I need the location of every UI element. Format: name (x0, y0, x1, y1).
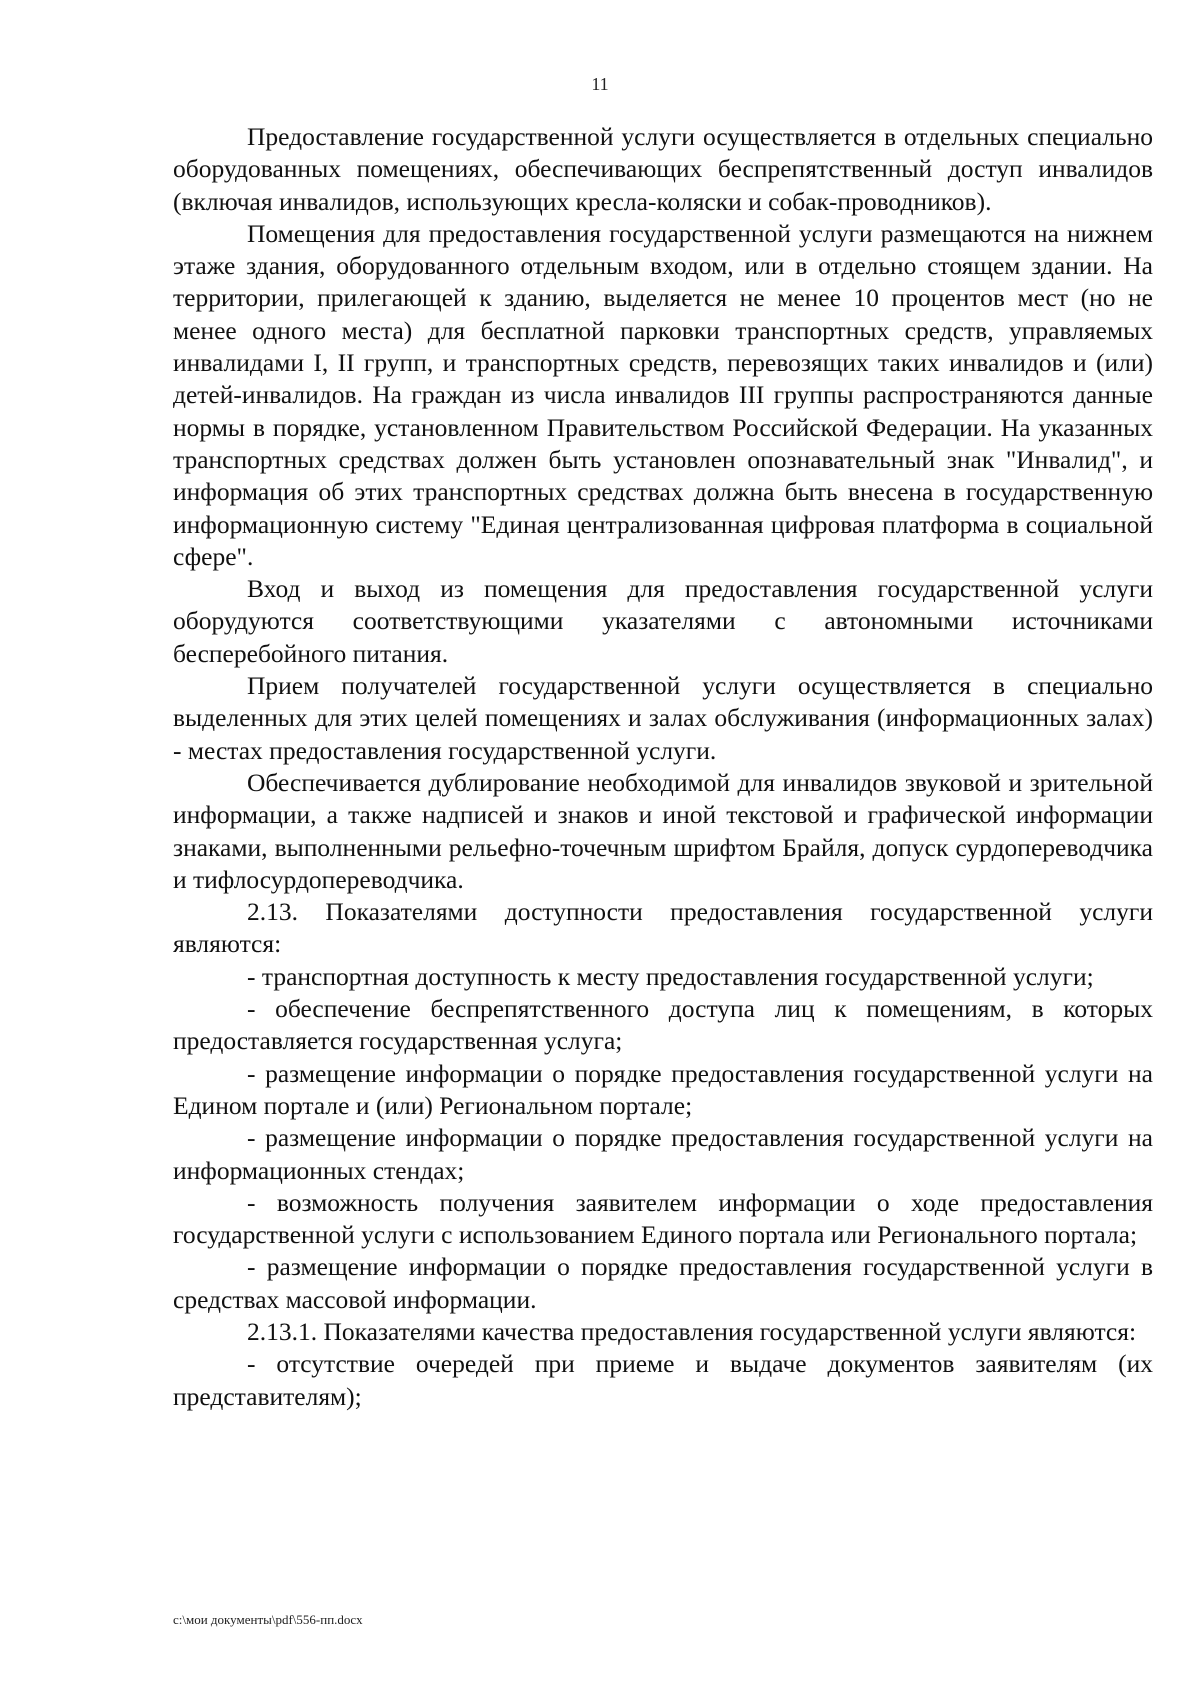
list-item-portal-info: - размещение информации о порядке предоставления государственной услуги на Едином портале и (или) Региональном портале; (173, 1058, 1153, 1120)
list-item-media-info: - размещение информации о порядке предоставления государственной услуги в средствах массовой информации. (173, 1252, 1153, 1314)
paragraph-1: Предоставление государственной услуги осуществляется в отдельных специально оборудованных помещениях, обеспечивающих беспрепятственный доступ инвалидов (включая инвалидов, использующих кресла-коляски и собак-проводников). (173, 122, 1153, 216)
paragraph-2-13-1: 2.13.1. Показателями качества предоставления государственной услуги являются: (247, 1316, 1137, 1346)
list-item-transport: - транспортная доступность к месту предоставления государственной услуги; (247, 961, 1094, 991)
paragraph-2-13: 2.13. Показателями доступности предоставления государственной услуги являются: (173, 897, 1153, 959)
paragraph-5: Обеспечивается дублирование необходимой для инвалидов звуковой и зрительной информации, а также надписей и знаков и иной текстовой и графической информации знаками, выполненными рельефно-точечным шрифтом Брайля, допуск сурдопереводчика и тифлосурдопереводчика. (173, 767, 1153, 894)
paragraph-3: Вход и выход из помещения для предоставления государственной услуги оборудуются соответствующими указателями с автономными источниками бесперебойного питания. (173, 574, 1153, 668)
list-item-access: - обеспечение беспрепятственного доступа лиц к помещениям, в которых предоставляется государственная услуга; (173, 994, 1153, 1056)
paragraph-4: Прием получателей государственной услуги осуществляется в специально выделенных для этих целей помещениях и залах обслуживания (информационных залах) - местах предоставления государственной услуги. (173, 671, 1153, 765)
footer-file-path: c:\мои документы\pdf\556-пп.docx (173, 1612, 363, 1627)
paragraph-2: Помещения для предоставления государственной услуги размещаются на нижнем этаже здания, оборудованного отдельным входом, или в отдельно стоящем здании. На территории, прилегающей к зданию, выделяется не менее 10 процентов мест (но не менее одного места) для бесплатной парковки транспортных средств, управляемых инвалидами I, II групп, и транспортных средств, перевозящих таких инвалидов и (или) детей-инвалидов. На граждан из числа инвалидов III группы распространяются данные нормы в порядке, установленном Правительством Российской Федерации. На указанных транспортных средствах должен быть установлен опознавательный знак "Инвалид", и информация об этих транспортных средствах должна быть внесена в государственную информационную систему "Единая централизованная цифровая платформа в социальной сфере". (173, 218, 1153, 571)
list-item-progress-info: - возможность получения заявителем информации о ходе предоставления государственной услуги с использованием Единого портала или Регионального портала; (173, 1187, 1153, 1250)
list-item-no-queues: - отсутствие очередей при приеме и выдаче документов заявителям (их представителям); (173, 1349, 1153, 1411)
page-number: 11 (591, 74, 609, 94)
list-item-stands-info: - размещение информации о порядке предоставления государственной услуги на информационных стендах; (173, 1123, 1153, 1185)
document-body (173, 121, 1153, 1413)
